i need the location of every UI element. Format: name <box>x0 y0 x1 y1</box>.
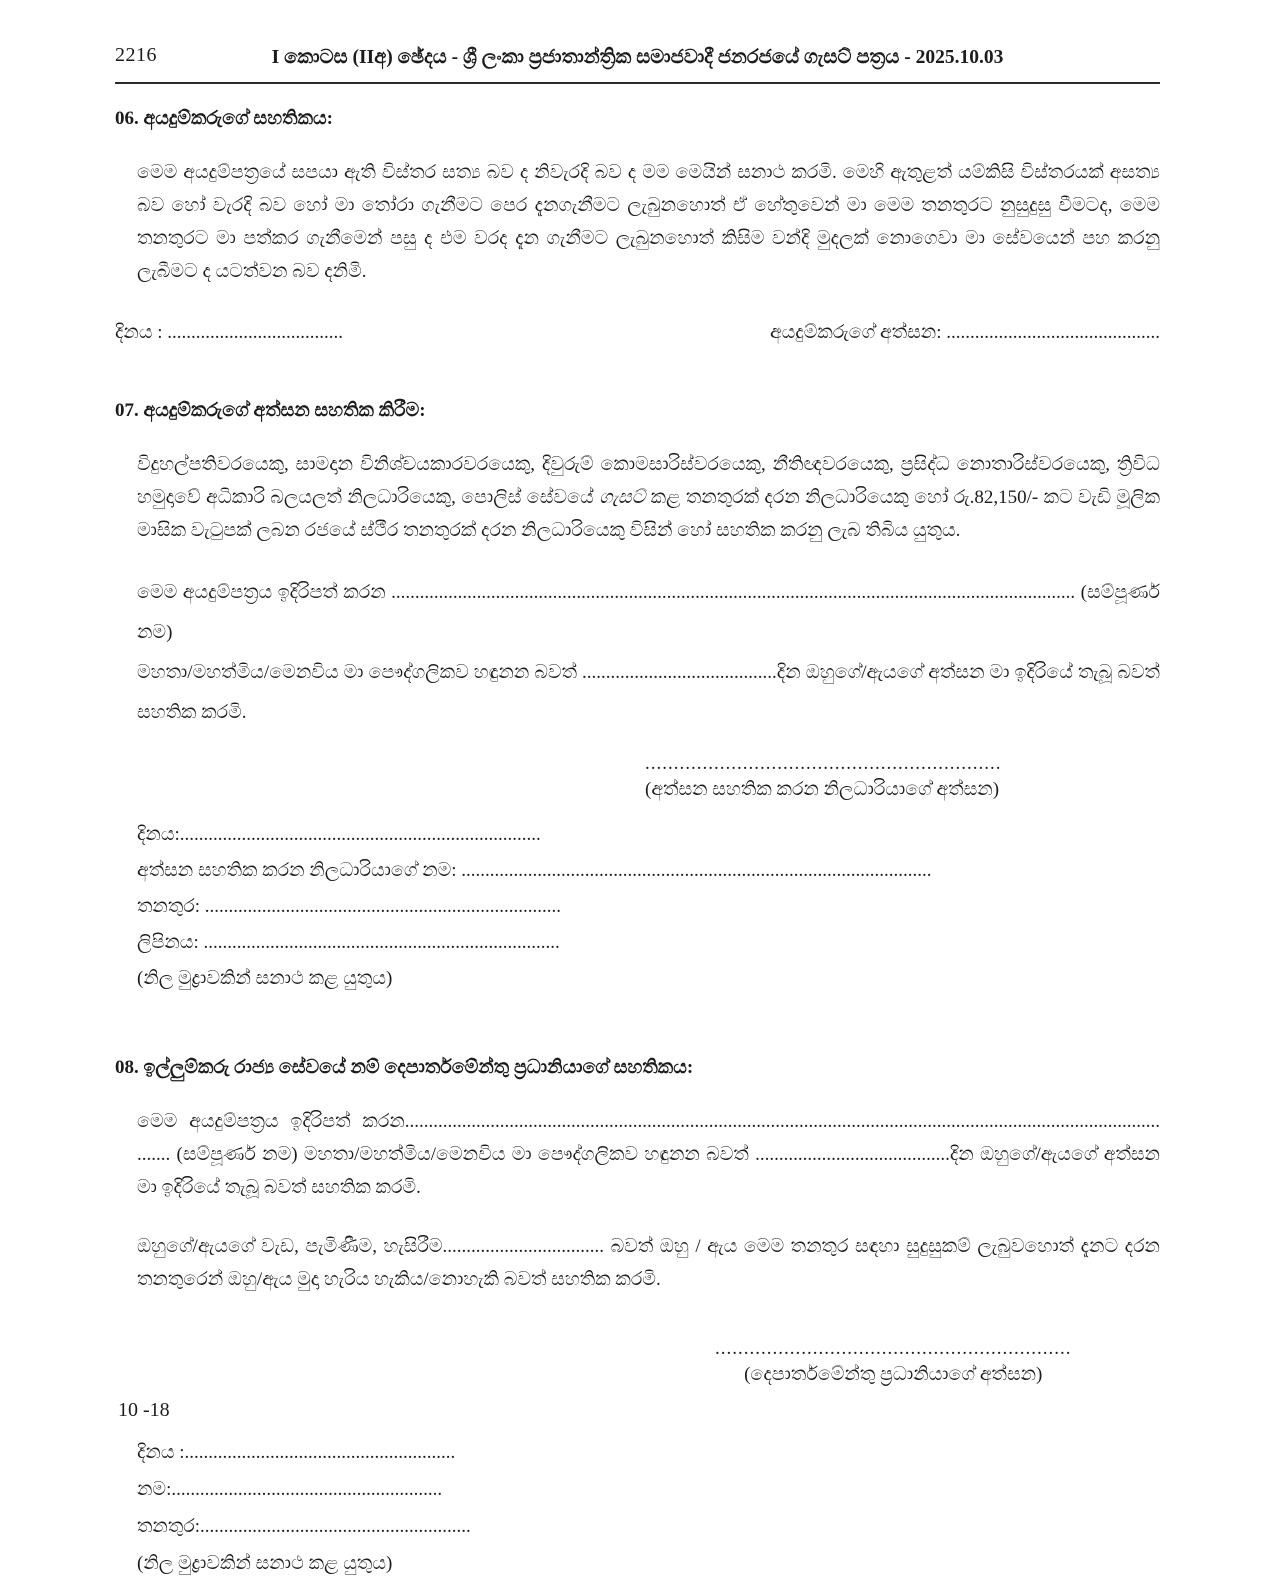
section-06-signature-row <box>115 322 1160 344</box>
section-07-seal-note: (නිල මුද්‍රාවකින් සනාථ කළ යුතුය) <box>137 968 393 989</box>
section-06-date-line: දිනය : ..................................... <box>115 322 344 343</box>
section-07-fill-line-name: මෙම අයදුම්පත්‍රය ඉදිරිපත් කරන ................................................................................................................................................ (සම්පූර්ණ නම) <box>137 582 1160 643</box>
section-06-paragraph: මෙම අයදුම්පත්‍රයේ සපයා ඇති විස්තර සත්‍ය බව ද නිවැරදි බව ද මම මෙයින් සනාථ කරමි. මෙහි ඇතුළත් යම්කිසි විස්තරයක් අසත්‍ය බව හෝ වැරදි බව හෝ මා තෝරා ගැනීමට පෙර දැනගැනීමට ලැබුනහොත් ඒ හේතුවෙන් මා මෙම තනතුරට නුසුදුසු වීමටද, මෙම තනතුරට මා පත්කර ගැනීමෙන් පසු ද එම වරද දැන ගැනීමට ලැබුනහොත් කිසිම වන්දි මුදලක් නොගෙවා මා සේවයෙන් පහ කරනු ලැබීමට ද යටත්වන බව දනිමි. <box>137 162 1160 282</box>
section-07-paragraph-part2: කළ තනතුරක් දරන නිලධාරියෙකු හෝ රු.82,150/- කට වැඩි මූලික මාසික වැටුපක් ලබන රජයේ ස්ථීර තනතුරක් දරන නිලධාරියෙකු විසින් හෝ සහතික කරනු ලැබ තිබිය යුතුය. <box>137 487 1161 541</box>
section-08-heading: 08. ඉල්ලුම්කරු රාජ්‍ය සේවයේ නම් දෙපාර්තමේන්තු ප්‍රධානියාගේ සහතිකය: <box>115 1057 694 1078</box>
section-07-attesting-officer-signature-block <box>645 751 1002 803</box>
section-07-field-officer-name: අත්සන සහතික කරන නිලධාරියාගේ නම: ................................................................................................... <box>137 860 932 881</box>
section-08-department-head-signature-block <box>715 1336 1072 1388</box>
section-07-field-designation: තනතුර: ........................................................................... <box>137 896 562 917</box>
section-08-signature-caption: (දෙපාර්තමේන්තු ප්‍රධානියාගේ අත්සන) <box>744 1364 1043 1385</box>
section-08-paragraph-2: ඔහුගේ/ඇයගේ වැඩ, පැමිණීම, හැසිරීම.................................. බවත් ඔහු / ඇය මෙම තනතුර සඳහා සුදුසුකම් ලැබුවහොත් දැනට දරන තනතුරෙන් ඔහු/ඇය මුදා හැරිය හැකිය/නොහැකි බවත් සහතික කරමි. <box>137 1236 1160 1290</box>
section-07-gazetted-italic-word: ගැසට් <box>599 487 646 508</box>
section-08-field-date: දිනය :......................................................... <box>137 1442 456 1463</box>
section-07-paragraph-part1: විදුහල්පතිවරයෙකු, සාමදාන විනිශ්චයකාරවරයෙකු, දිවුරුම් කොමසාරිස්වරයෙකු, නීතිඥවරයෙකු, ප්‍රසිද්ධ නොතාරිස්වරයෙකු, ත්‍රිවිධ හමුදාවේ අධිකාරි බලයලත් නිලධාරියෙකු, පොලිස් සේවයේ <box>137 454 1160 508</box>
section-07-field-date: දිනය:............................................................................ <box>137 824 541 845</box>
section-07-field-address: ලිපිනය: ........................................................................... <box>137 932 560 953</box>
section-07-signature-attestation <box>115 400 1160 997</box>
section-08-field-name: නම:......................................................... <box>137 1479 443 1500</box>
section-08-seal-note: (නිල මුද්‍රාවකින් සනාථ කළ යුතුය) <box>137 1553 393 1574</box>
section-08-fields <box>137 1434 1160 1582</box>
section-08-field-designation: තනතුර:......................................................... <box>137 1516 471 1537</box>
section-06-heading: 06. අයදුම්කරුගේ සහතිකය: <box>115 108 334 129</box>
gazette-header-title: I කොටස (IIඅ) ඡේදය - ශ්‍රී ලංකා ප්‍රජාතාන්ත්‍රික සමාජවාදී ජනරජයේ ගැසට් පත්‍රය - 2025.10.03 <box>271 47 1004 68</box>
section-08-signature-dots: .............................................................. <box>715 1338 1072 1359</box>
header-rule <box>115 82 1160 84</box>
section-07-fill-line-known: මහතා/මහත්මිය/මෙනවිය මා පෞද්ගලිකව හඳුනන බවත් .........................................දින ඔහුගේ/ඇයගේ අත්සන මා ඉදිරියේ තැබූ බවත් සහතික කරමි. <box>137 662 1160 723</box>
section-08-paragraph-1: මෙම අයදුම්පත්‍රය ඉදිරිපත් කරන............................................................................................................................................................... ....... (සම්පූර්ණ නම) මහතා/මහත්මිය/මෙනවිය මා පෞද්ගලිකව හඳුනන බවත් .........................................දින ඔහුගේ/ඇයගේ අත්සන මා ඉදිරියේ තැබූ බවත් සහතික කරමි. <box>137 1111 1160 1198</box>
section-07-signature-dots: .............................................................. <box>645 753 1002 774</box>
section-06-applicant-signature-line: අයදුම්කරුගේ අත්සන: ............................................. <box>769 322 1160 343</box>
footer-code: 10 -18 <box>118 1399 170 1421</box>
page-number: 2216 <box>115 44 157 66</box>
section-07-signature-caption: (අත්සන සහතික කරන නිලධාරියාගේ අත්සන) <box>645 779 1000 800</box>
section-07-heading: 07. අයදුම්කරුගේ අත්සන සහතික කිරීම: <box>115 400 426 421</box>
page-header <box>115 44 1160 72</box>
section-07-fill-block <box>137 573 1160 733</box>
section-06-applicant-certificate <box>115 108 1160 344</box>
section-08-department-head-certificate <box>115 1057 1160 1582</box>
section-07-paragraph <box>137 448 1160 547</box>
section-07-fields <box>137 817 1160 997</box>
